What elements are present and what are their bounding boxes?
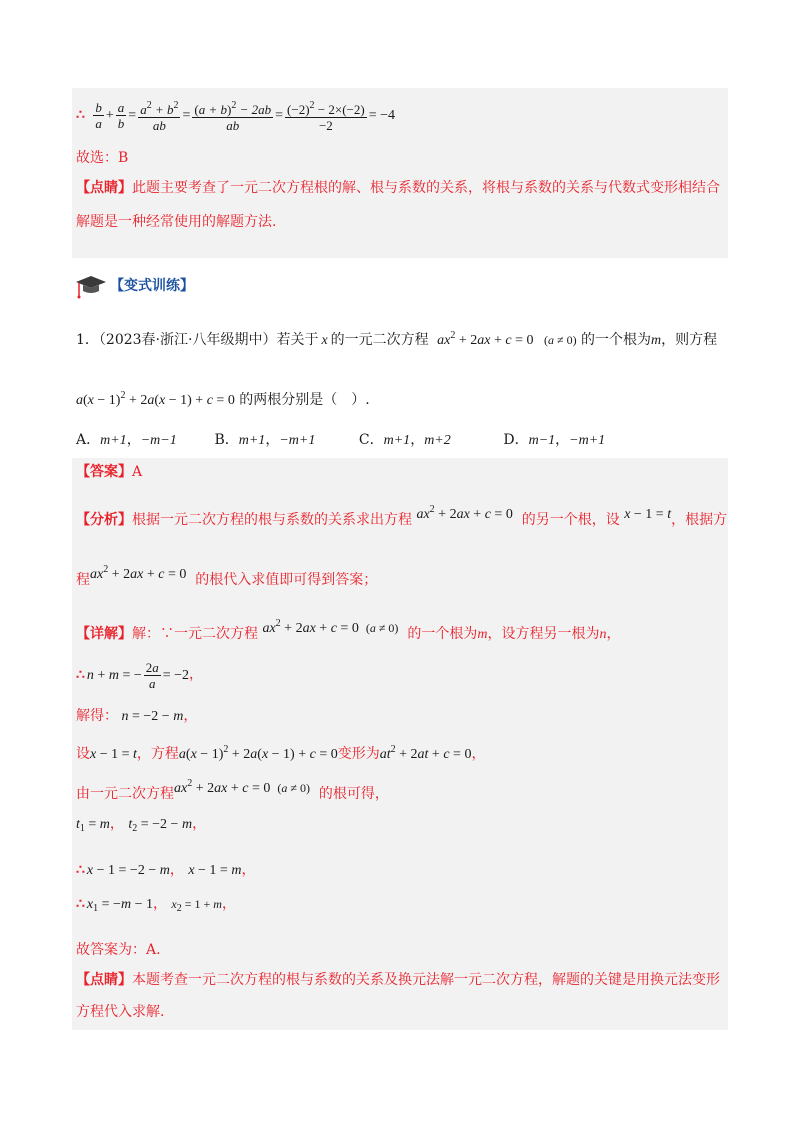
- conclusion-line-2: 方程代入求解.: [76, 1004, 165, 1020]
- from-line: 由一元二次方程$ax^2 + 2ax + c = 0$ (a ≠ 0) 的根可得，: [76, 778, 389, 802]
- detail-text-a: 解：∵一元二次方程: [132, 626, 258, 642]
- options-row: [76, 430, 643, 451]
- formula-line: ∴ $\frac{b}{a}$ + $\frac{a}{b}$ = $\frac{a^2 + b^2}{ab}$ = $\frac{(a + b)^2 - 2ab}{ab}$ = $\frac{(-2)^2 - 2\times(-2)}{-2}$ = −4: [76, 100, 395, 133]
- note-text-1: 此题主要考查了一元二次方程根的解、根与系数的关系，将根与系数的关系与代数式变形相结合: [132, 180, 720, 196]
- analysis-text-e: 的根代入求值即可得到答案；: [195, 572, 378, 588]
- detail-text-c: ，设方程另一根为: [487, 626, 600, 642]
- question-line-1: 1．（2023春·浙江·八年级期中）若关于 x 的一元二次方程 $ax^2 + 2ax + c = 0$ (a ≠ 0) 的一个根为m，则方程: [76, 330, 718, 348]
- x-values-line: ∴ x − 1 = −2 − m， x − 1 = m，: [76, 862, 256, 878]
- section-title: 【变式训练】: [110, 278, 194, 294]
- note-tag: 【点睛】: [76, 180, 132, 196]
- note-line-2: 解题是一种经常使用的解题方法.: [76, 214, 277, 230]
- option-d[interactable]: D．m−1，−m+1: [503, 432, 606, 448]
- question-text-c: 的一个根为: [581, 332, 652, 348]
- analysis-text-a: 根据一元二次方程的根与系数的关系求出方程: [132, 512, 412, 528]
- conclusion-line-1: [76, 970, 720, 990]
- question-text-e: 的两根分别是（ ）.: [239, 392, 370, 408]
- analysis-text-d: 程: [76, 572, 90, 588]
- solve-text: 解得：: [76, 708, 118, 724]
- detail-text-b: 的一个根为: [407, 626, 478, 642]
- t-values-line: $t_1 = m$， $t_2 = -2 - m$，: [76, 816, 207, 834]
- analysis-text-b: 的另一个根，设: [521, 512, 620, 528]
- answer-line: 故选：B: [76, 150, 129, 166]
- question-text-a: 若关于: [276, 332, 319, 348]
- answer-value: A: [132, 464, 143, 480]
- detail-line-1: 【详解】解：∵一元二次方程 $ax^2 + 2ax + c = 0$ (a ≠ 0) 的一个根为m，设方程另一根为n，: [76, 618, 621, 642]
- question-source: （2023春·浙江·八年级期中）: [98, 332, 277, 348]
- detail-tag: 【详解】: [76, 626, 132, 642]
- graduation-cap-icon: [74, 274, 108, 300]
- solve-line: 解得： n = −2 − m，: [76, 708, 198, 724]
- answer-row: [76, 462, 142, 482]
- formula-result: = −4: [368, 107, 395, 123]
- root-text: 的根可得，: [318, 786, 389, 802]
- analysis-tag: 【分析】: [76, 512, 132, 528]
- eq-text: ，方程: [136, 746, 179, 762]
- question-number: 1．: [76, 332, 99, 348]
- question-line-2: $a(x - 1)^2 + 2a(x - 1) + c = 0$ 的两根分别是（ ）.: [76, 390, 370, 408]
- transform-text: 变形为: [337, 746, 380, 762]
- option-b[interactable]: B．m+1，−m+1: [214, 432, 316, 448]
- question-text-b: 的一元二次方程: [330, 332, 429, 348]
- substitution-line: 设x − 1 = t，方程$a(x - 1)^2 + 2a(x - 1) + c = 0$变形为$at^2 + 2at + c = 0$，: [76, 744, 486, 762]
- answer-tag: 【答案】: [76, 464, 132, 480]
- set-text: 设: [76, 746, 90, 762]
- final-answer: 故答案为：A.: [76, 942, 161, 958]
- roots-line: ∴ $x_1 = -m - 1$， $x_2 = 1 + m$，: [76, 896, 236, 914]
- analysis-line-2: 程$ax^2 + 2ax + c = 0$ 的根代入求值即可得到答案；: [76, 564, 378, 588]
- sum-roots-line: ∴ n + m = − $\frac{2a}{a}$ = −2，: [76, 660, 204, 691]
- conclusion-tag: 【点睛】: [76, 972, 132, 988]
- question-text-d: ，则方程: [661, 332, 718, 348]
- note-line-1: [76, 178, 720, 198]
- option-a[interactable]: A．m+1，−m−1: [76, 432, 177, 448]
- from-text: 由一元二次方程: [76, 786, 174, 802]
- analysis-text-c: ，根据方: [671, 512, 728, 528]
- option-c[interactable]: C．m+1，m+2: [358, 432, 451, 448]
- conclusion-text-1: 本题考查一元二次方程的根与系数的关系及换元法解一元二次方程，解题的关键是用换元法变形: [132, 972, 720, 988]
- analysis-line-1: 【分析】根据一元二次方程的根与系数的关系求出方程 $ax^2 + 2ax + c = 0$ 的另一个根，设 x − 1 = t，根据方: [76, 504, 728, 528]
